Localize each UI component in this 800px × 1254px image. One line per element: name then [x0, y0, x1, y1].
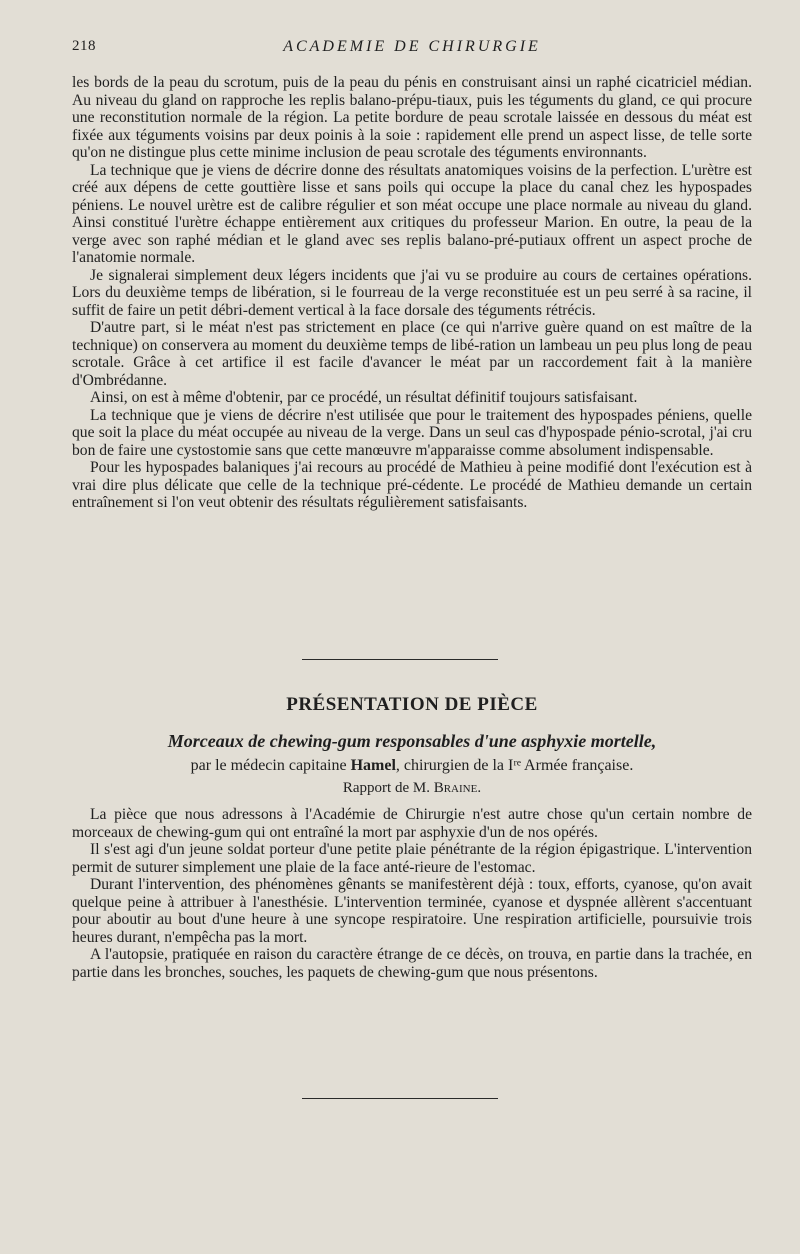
continued-text [72, 74, 752, 512]
section-divider [302, 659, 498, 660]
paragraph: La technique que je viens de décrire donne des résultats anatomiques voisins de la perfection. L'urètre est créé aux dépens de cette gouttière lisse et sans poils qui occupe la place du canal chez les hypospades péniens. Le nouvel urètre est de calibre régulier et son méat occupe une place normale au niveau du gland. Ainsi constitué l'urètre échappe entièrement aux critiques du professeur Marion. En outre, la peau de la verge avec son raphé médian et le gland avec ses replis balano-pré-putiaux offrent un aspect proche de l'anatomie normale. [72, 161, 752, 266]
paragraph: A l'autopsie, pratiquée en raison du caractère étrange de ce décès, on trouva, en partie dans la trachée, en partie dans les bronches, souches, les paquets de chewing-gum que nous présentons. [72, 946, 752, 981]
report-line [72, 780, 752, 797]
report-suffix: . [477, 780, 482, 796]
article-title: Morceaux de chewing-gum responsables d'une asphyxie mortelle, [167, 731, 657, 751]
paragraph: Durant l'intervention, des phénomènes gênants se manifestèrent déjà : toux, efforts, cyanose, qu'on avait quelque peine à attribuer à l'anesthésie. L'intervention terminée, cyanose et dyspnée allèrent s'accentuant pour aboutir au bout d'une heure à une syncope respiratoire. Une respiration artificielle, poursuivie trois heures durant, n'empêcha pas la mort. [72, 876, 752, 946]
article-body [72, 806, 752, 981]
paragraph: La pièce que nous adressons à l'Académie de Chirurgie n'est autre chose qu'un certain nombre de morceaux de chewing-gum qui ont entraîné la mort par asphyxie d'un de nos opérés. [72, 806, 752, 841]
end-divider [302, 1098, 498, 1099]
paragraph: Je signalerai simplement deux légers incidents que j'ai vu se produire au cours de certaines opérations. Lors du deuxième temps de libération, si le fourreau de la verge reconstituée est un peu serré à sa racine, il suffit de faire un petit débri-dement vertical à la face dorsale des téguments rétrécis. [72, 266, 752, 319]
page-number: 218 [72, 38, 96, 54]
byline-suffix: , chirurgien de la Iʳᵉ Armée française. [395, 757, 634, 774]
article-byline [72, 757, 752, 775]
report-prefix: Rapport de M. [342, 780, 434, 796]
journal-title: ACADEMIE DE CHIRURGIE [283, 38, 541, 55]
section-title: PRÉSENTATION DE PIÈCE [286, 694, 538, 715]
paragraph: Il s'est agi d'un jeune soldat porteur d'une petite plaie pénétrante de la région épigastrique. L'intervention permit de suturer simplement une plaie de la face anté-rieure de l'estomac. [72, 841, 752, 876]
paragraph: Ainsi, on est à même d'obtenir, par ce procédé, un résultat définitif toujours satisfaisant. [90, 389, 638, 406]
paragraph: les bords de la peau du scrotum, puis de la peau du pénis en construisant ainsi un raphé cicatriciel médian. Au niveau du gland on rapproche les replis balano-prépu-tiaux, puis les téguments du gland, ce qui procure une reconstitution normale de la région. La petite bordure de peau scrotale laissée en dessous du méat est fixée aux téguments voisins par deux poinis à la soie : rapidement elle prend un aspect lisse, de telle sorte qu'on ne distingue plus cette minime inclusion de peau scrotale des téguments environnants. [72, 74, 752, 161]
paragraph: La technique que je viens de décrire n'est utilisée que pour le traitement des hypospades péniens, quelle que soit la place du méat occupée au niveau de la verge. Dans un seul cas d'hypospade pénio-scrotal, j'ai cru bon de faire une cystostomie sans que cette manœuvre m'apparaisse comme absolument indispensable. [72, 406, 752, 459]
reporter-name: Braine [433, 780, 478, 796]
paragraph: D'autre part, si le méat n'est pas strictement en place (ce qui n'arrive guère quand on est maître de la technique) on conservera au moment du deuxième temps de libé-ration un lambeau un peu plus long de peau scrotale. Grâce à cet artifice il est facile d'avancer le méat par un raccordement fait à la manière d'Ombrédanne. [72, 319, 752, 389]
author-name: Hamel [350, 757, 396, 774]
paragraph: Pour les hypospades balaniques j'ai recours au procédé de Mathieu à peine modifié dont l'exécution est à vrai dire plus délicate que celle de la technique pré-cédente. Le procédé de Mathieu demande un certain entraînement si l'on veut obtenir des résultats régulièrement satisfaisants. [72, 459, 752, 511]
byline-prefix: par le médecin capitaine [190, 757, 351, 774]
running-head [72, 38, 752, 62]
